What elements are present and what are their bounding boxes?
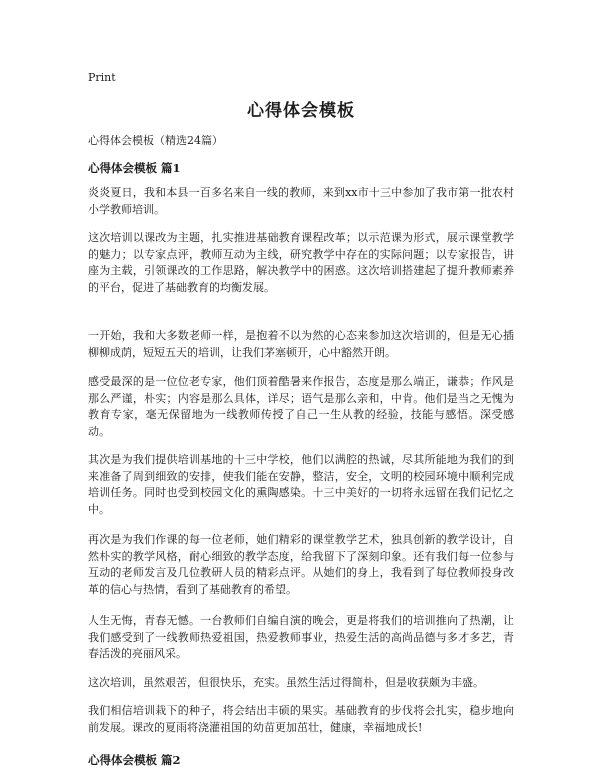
paragraph-3: 一开始，我和大多数老师一样，是抱着不以为然的心态来参加这次培训的，但是无心插柳柳成荫，短短五天的培训，让我们茅塞顿开，心中豁然开朗。 [88, 329, 514, 359]
paragraph-5: 其次是为我们提供培训基地的十三中学校，他们以满腔的热诚，尽其所能地为我们的到来准备了周到细致的安排，使我们能在安静，整洁，安全，文明的校园环境中顺利完成培训任务。同时也受到校园文化的熏陶感染。十三中美好的一切将永远留在我们记忆之中。 [88, 453, 514, 516]
paragraph-2: 这次培训以课改为主题，扎实推进基础教育课程改革；以示范课为形式，展示课堂教学的魅力；以专家点评，教师互动为主线，研究教学中存在的实际问题；以专家报告，讲座为主载，引领课改的工作思路，解决教学中的困惑。这次培训搭建起了提升教师素养的平台，促进了基础教育的均衡发展。 [88, 231, 514, 294]
document-subtitle: 心得体会模板（精选24篇） [88, 134, 223, 147]
paragraph-8: 这次培训，虽然艰苦，但很快乐，充实。虽然生活过得简朴，但是收获颇为丰盛。 [88, 676, 484, 689]
paragraph-4: 感受最深的是一位位老专家，他们顶着酷暑来作报告，态度是那么端正，谦恭；作风是那么严谨，朴实；内容是那么具体，详尽；语气是那么亲和，中肯。他们是当之无愧为教育专家，毫无保留地为一线教师传授了自己一生从教的经验，技能与感悟。深受感动。 [88, 375, 514, 438]
paragraph-7: 人生无悔，青春无憾。一台教师们自编自演的晚会，更是将我们的培训推向了热潮，让我们感受到了一线教师热爱祖国，热爱教师事业，热爱生活的高尚品德与多才多艺，青春活泼的亮丽风采。 [88, 614, 514, 660]
print-label: Print [88, 71, 116, 84]
section-heading-2: 心得体会模板 篇2 [88, 753, 181, 767]
page-title: 心得体会模板 [247, 101, 355, 121]
section-heading-1: 心得体会模板 篇1 [88, 161, 181, 175]
paragraph-9: 我们相信培训栽下的种子，将会结出丰硕的果实。基础教育的步伐将会扎实，稳步地向前发展。课改的夏雨将浇灌祖国的幼苗更加茁壮，健康，幸福地成长! [88, 704, 514, 734]
paragraph-1: 炎炎夏日，我和本县一百多名来自一线的教师，来到xx市十三中参加了我市第一批农村小学教师培训。 [88, 186, 514, 216]
paragraph-6: 再次是为我们作课的每一位老师，她们精彩的课堂教学艺术，独具创新的教学设计，自然朴实的教学风格，耐心细致的教学态度，给我留下了深刻印象。还有我们每一位参与互动的老师发言及几位教研人员的精彩点评。从她们的身上，我看到了每位教师投身改革的信心与热情，看到了基础教育的希望。 [88, 533, 514, 596]
